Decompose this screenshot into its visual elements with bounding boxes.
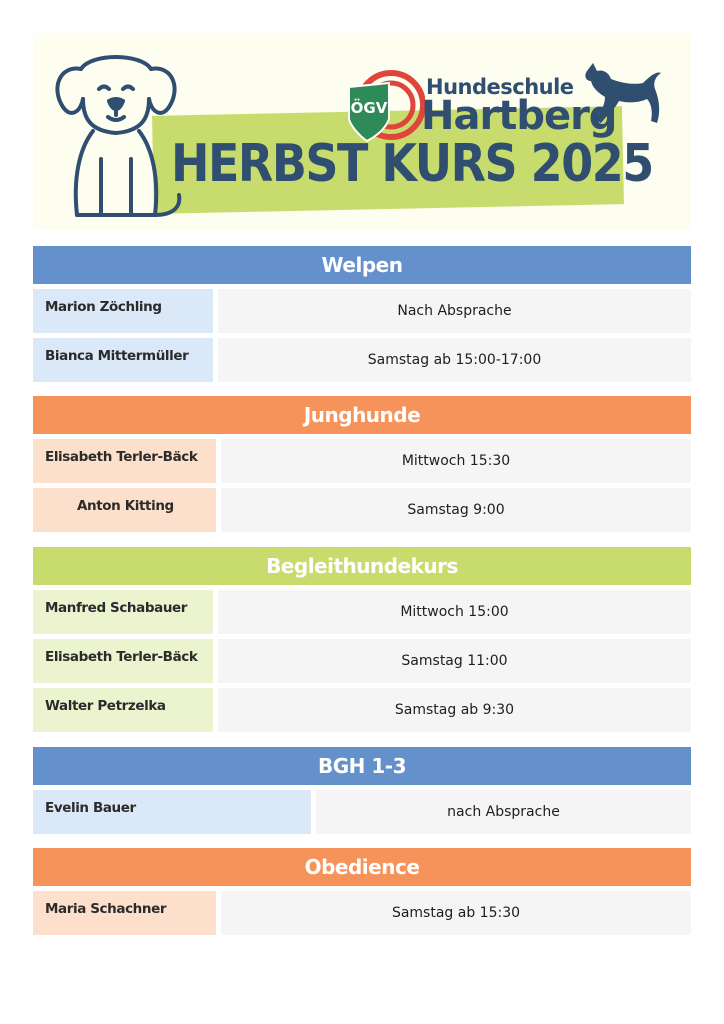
table-row (33, 439, 691, 483)
page-title: HERBST KURS 2025 (171, 133, 653, 194)
section-begleithundekurs (33, 547, 691, 732)
table-row (33, 891, 691, 935)
trainer-name: Marion Zöchling (33, 289, 213, 333)
course-time: nach Absprache (316, 790, 691, 834)
section-title: Begleithundekurs (33, 547, 691, 585)
section-welpen (33, 246, 691, 382)
trainer-name: Elisabeth Terler-Bäck (33, 639, 213, 683)
section-obedience (33, 848, 691, 935)
trainer-name: Manfred Schabauer (33, 590, 213, 634)
course-time: Mittwoch 15:30 (221, 439, 691, 483)
trainer-name: Elisabeth Terler-Bäck (33, 439, 216, 483)
table-row (33, 790, 691, 834)
table-row (33, 338, 691, 382)
seal-text: ÖGV (350, 99, 388, 117)
table-row (33, 590, 691, 634)
course-time: Nach Absprache (218, 289, 691, 333)
header-banner (33, 33, 691, 230)
section-title: Obedience (33, 848, 691, 886)
course-time: Samstag ab 15:30 (221, 891, 691, 935)
course-time: Mittwoch 15:00 (218, 590, 691, 634)
course-time: Samstag ab 15:00-17:00 (218, 338, 691, 382)
trainer-name: Bianca Mittermüller (33, 338, 213, 382)
section-bgh (33, 747, 691, 834)
section-junghunde (33, 396, 691, 532)
course-time: Samstag 11:00 (218, 639, 691, 683)
school-name-line2: Hartberg (421, 93, 617, 139)
school-name-line1: Hundeschule (426, 75, 574, 99)
puppy-illustration (41, 39, 191, 225)
trainer-name: Walter Petrzelka (33, 688, 213, 732)
table-row (33, 688, 691, 732)
course-time: Samstag 9:00 (221, 488, 691, 532)
trainer-name: Anton Kitting (33, 488, 216, 532)
section-title: BGH 1-3 (33, 747, 691, 785)
trainer-name: Maria Schachner (33, 891, 216, 935)
table-row (33, 488, 691, 532)
course-time: Samstag ab 9:30 (218, 688, 691, 732)
trainer-name: Evelin Bauer (33, 790, 311, 834)
section-title: Junghunde (33, 396, 691, 434)
table-row (33, 639, 691, 683)
section-title: Welpen (33, 246, 691, 284)
table-row (33, 289, 691, 333)
